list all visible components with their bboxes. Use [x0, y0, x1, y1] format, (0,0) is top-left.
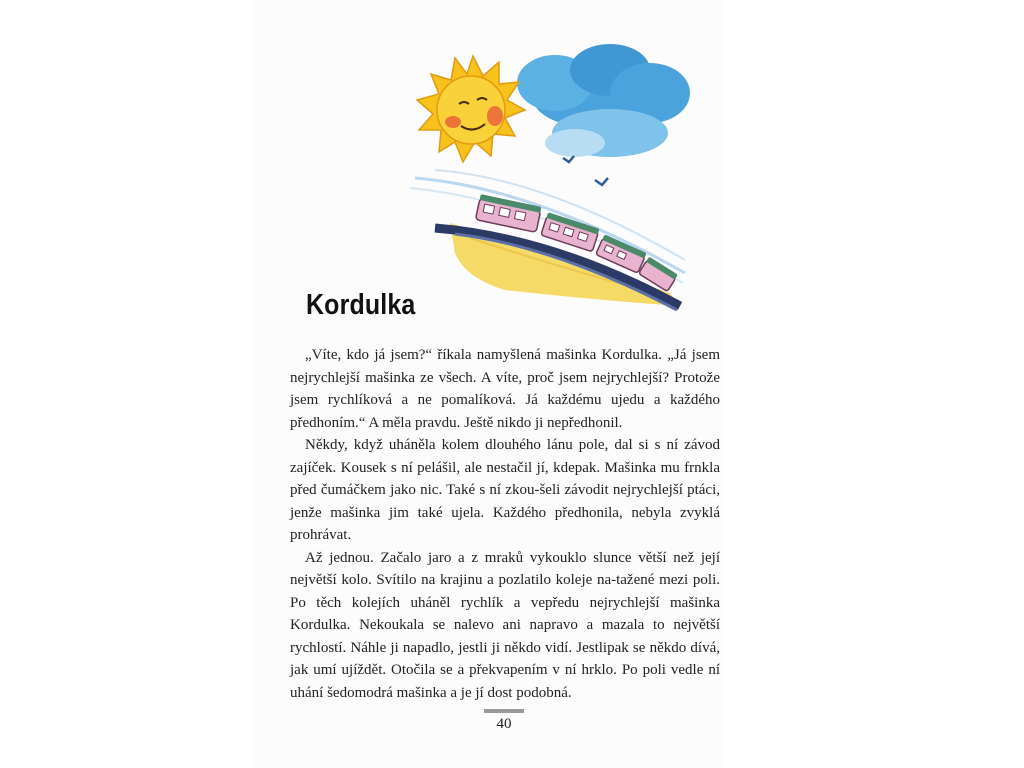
chapter-illustration — [395, 38, 705, 318]
paragraph: Až jednou. Začalo jaro a z mraků vykouklo slunce větší než její největší kolo. Svítilo na krajinu a pozlatilo koleje na-tažené mezi poli. Po těch kolejích uháněl rychlík a vepředu nejrychlejší mašinka Kordulka. Nekoukala se nalevo ani napravo a mazala to největší rychlostí. Náhle ji napadlo, jestli ji někdo vidí. Jestlipak se někdo dívá, jak umí ujíždět. Otočila se a překvapením v ní hrklo. Po poli vedle ní uhání šedomodrá mašinka a je jí dost podobná. — [290, 549, 720, 701]
page-number: 40 — [496, 716, 512, 732]
paragraph: Někdy, když uháněla kolem dlouhého lánu pole, dal si s ní závod zajíček. Kousek s ní pelášil, ale nestačil jí, kdepak. Mašinka mu frnkla před čumáčkem jako nic. Také s ní zkou-šeli závodit nejrychlejší ptáci, jenže mašinka jim také ujela. Každého předhonila, nebyla zvyklá prohrávat. — [290, 437, 720, 543]
paragraph: „Víte, kdo já jsem?“ říkala namyšlená mašinka Kordulka. „Já jsem nejrychlejší mašinka ze všech. A víte, proč jsem nejrychlejší? Protože jsem rychlíková a ne pomalíková. Já každému ujedu a každého předhoním.“ A měla pravdu. Ještě nikdo ji nepředhonil. — [290, 347, 720, 431]
cloud-icon — [517, 44, 690, 157]
bird-icon — [563, 156, 608, 185]
chapter-text — [290, 344, 720, 704]
chapter-title: Kordulka — [306, 289, 416, 321]
page-number-rule — [484, 709, 524, 713]
sun-icon — [417, 56, 525, 162]
